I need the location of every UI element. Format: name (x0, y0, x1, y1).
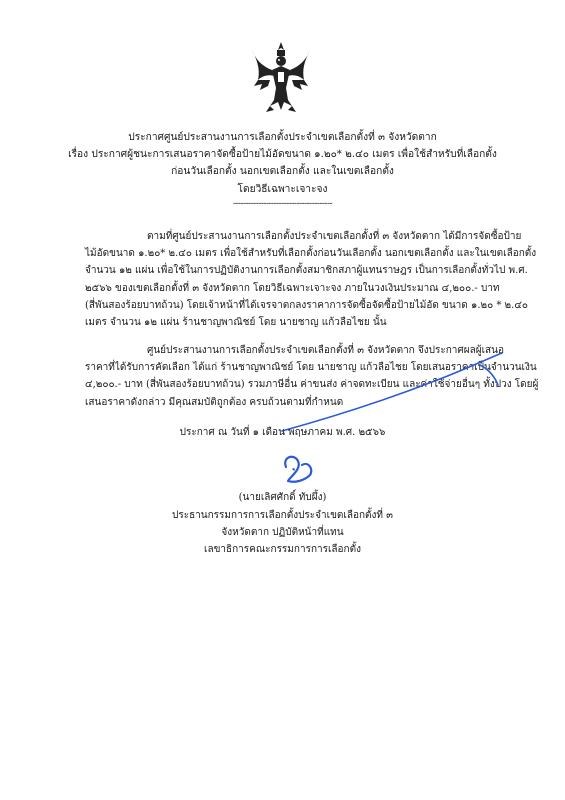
paragraph-line: ตามที่ศูนย์ประสานงานการเลือกตั้งประจำเขตเลือกตั้งที่ ๓ จังหวัดตาก ได้มีการจัดซื้อป้าย (147, 231, 522, 242)
signer-name: (นายเลิศศักดิ์ ทับผึ้ง) (238, 492, 327, 503)
announcement-subject: เรื่อง ประกาศผู้ชนะการเสนอราคาจัดซื้อป้ายไม้อัดขนาด ๑.๒๐* ๒.๔๐ เมตร เพื่อใช้สำหรับที่เลือกตั้ง (68, 149, 497, 160)
announcement-subject-cont: ก่อนวันเลือกตั้ง นอกเขตเลือกตั้ง และในเขตเลือกตั้ง (171, 166, 394, 177)
paragraph-line: เสนอราคาดังกล่าว มีคุณสมบัติถูกต้อง ครบถ้วนตามที่กำหนด (85, 396, 344, 408)
title-separator: --------------------------------------- (232, 199, 333, 209)
announcement-title: ประกาศศูนย์ประสานงานการเลือกตั้งประจำเขตเลือกตั้งที่ ๓ จังหวัดตาก (128, 132, 437, 143)
paragraph-line: ราคาที่ได้รับการคัดเลือก ได้แก่ ร้านชาญพาณิชย์ โดย นายชาญ แก้วลือไชย โดยเสนอราคาเป็นจำนวนเงิน (85, 362, 537, 374)
paragraph-line: ๔,๒๐๐.- บาท (สี่พันสองร้อยบาทถ้วน) รวมภาษีอื่น ค่าขนส่ง ค่าจดทะเบียน และค่าใช้จ่ายอื่นๆ ทั้งปวง โดยผู้ (85, 379, 539, 391)
handwritten-signature (268, 447, 328, 487)
paragraph-line: ๒๕๖๖ ของเขตเลือกตั้งที่ ๓ จังหวัดตาก โดยวิธีเฉพาะเจาะจง ภายในวงเงินประมาณ ๔,๒๐๐.- บาท (85, 282, 500, 294)
paragraph-line: (สี่พันสองร้อยบาทถ้วน) โดยเจ้าหน้าที่ได้เจรจาตกลงราคาการจัดซื้อจัดซื้อป้ายไม้อัด ขนาด ๑.๒๐ * ๒.๔๐ (85, 299, 528, 311)
paragraph-line: ศูนย์ประสานงานการเลือกตั้งประจำเขตเลือกตั้งที่ ๓ จังหวัดตาก จึงประกาศผลผู้เสนอ (147, 345, 504, 356)
signer-title-2: จังหวัดตาก ปฏิบัติหน้าที่แทน (221, 527, 344, 538)
paragraph-line: จำนวน ๑๒ แผ่น เพื่อใช้ในการปฏิบัติงานการเลือกตั้งสมาชิกสภาผู้แทนราษฎร เป็นการเลือกตั้งทั่วไป พ.ศ. (85, 265, 528, 277)
announcement-date: ประกาศ ณ วันที่ ๑ เดือน พฤษภาคม พ.ศ. ๒๕๖๖ (179, 427, 386, 438)
paragraph-background (85, 228, 537, 331)
procurement-method: โดยวิธีเฉพาะเจาะจง (237, 184, 328, 195)
paragraph-result (85, 342, 539, 411)
paragraph-line: ไม้อัดขนาด ๑.๒๐* ๒.๔๐ เมตร เพื่อใช้สำหรับที่เลือกตั้งก่อนวันเลือกตั้ง นอกเขตเลือกตั้ง และในเขตเลือกตั้ง (85, 248, 537, 260)
signer-title-3: เลขาธิการคณะกรรมการการเลือกตั้ง (204, 544, 361, 555)
paragraph-line: เมตร จำนวน ๑๒ แผ่น ร้านชาญพาณิชย์ โดย นายชาญ แก้วลือไชย นั้น (85, 316, 387, 328)
garuda-emblem-icon (250, 40, 312, 115)
signer-title: ประธานกรรมการการเลือกตั้งประจำเขตเลือกตั้งที่ ๓ (171, 510, 393, 521)
